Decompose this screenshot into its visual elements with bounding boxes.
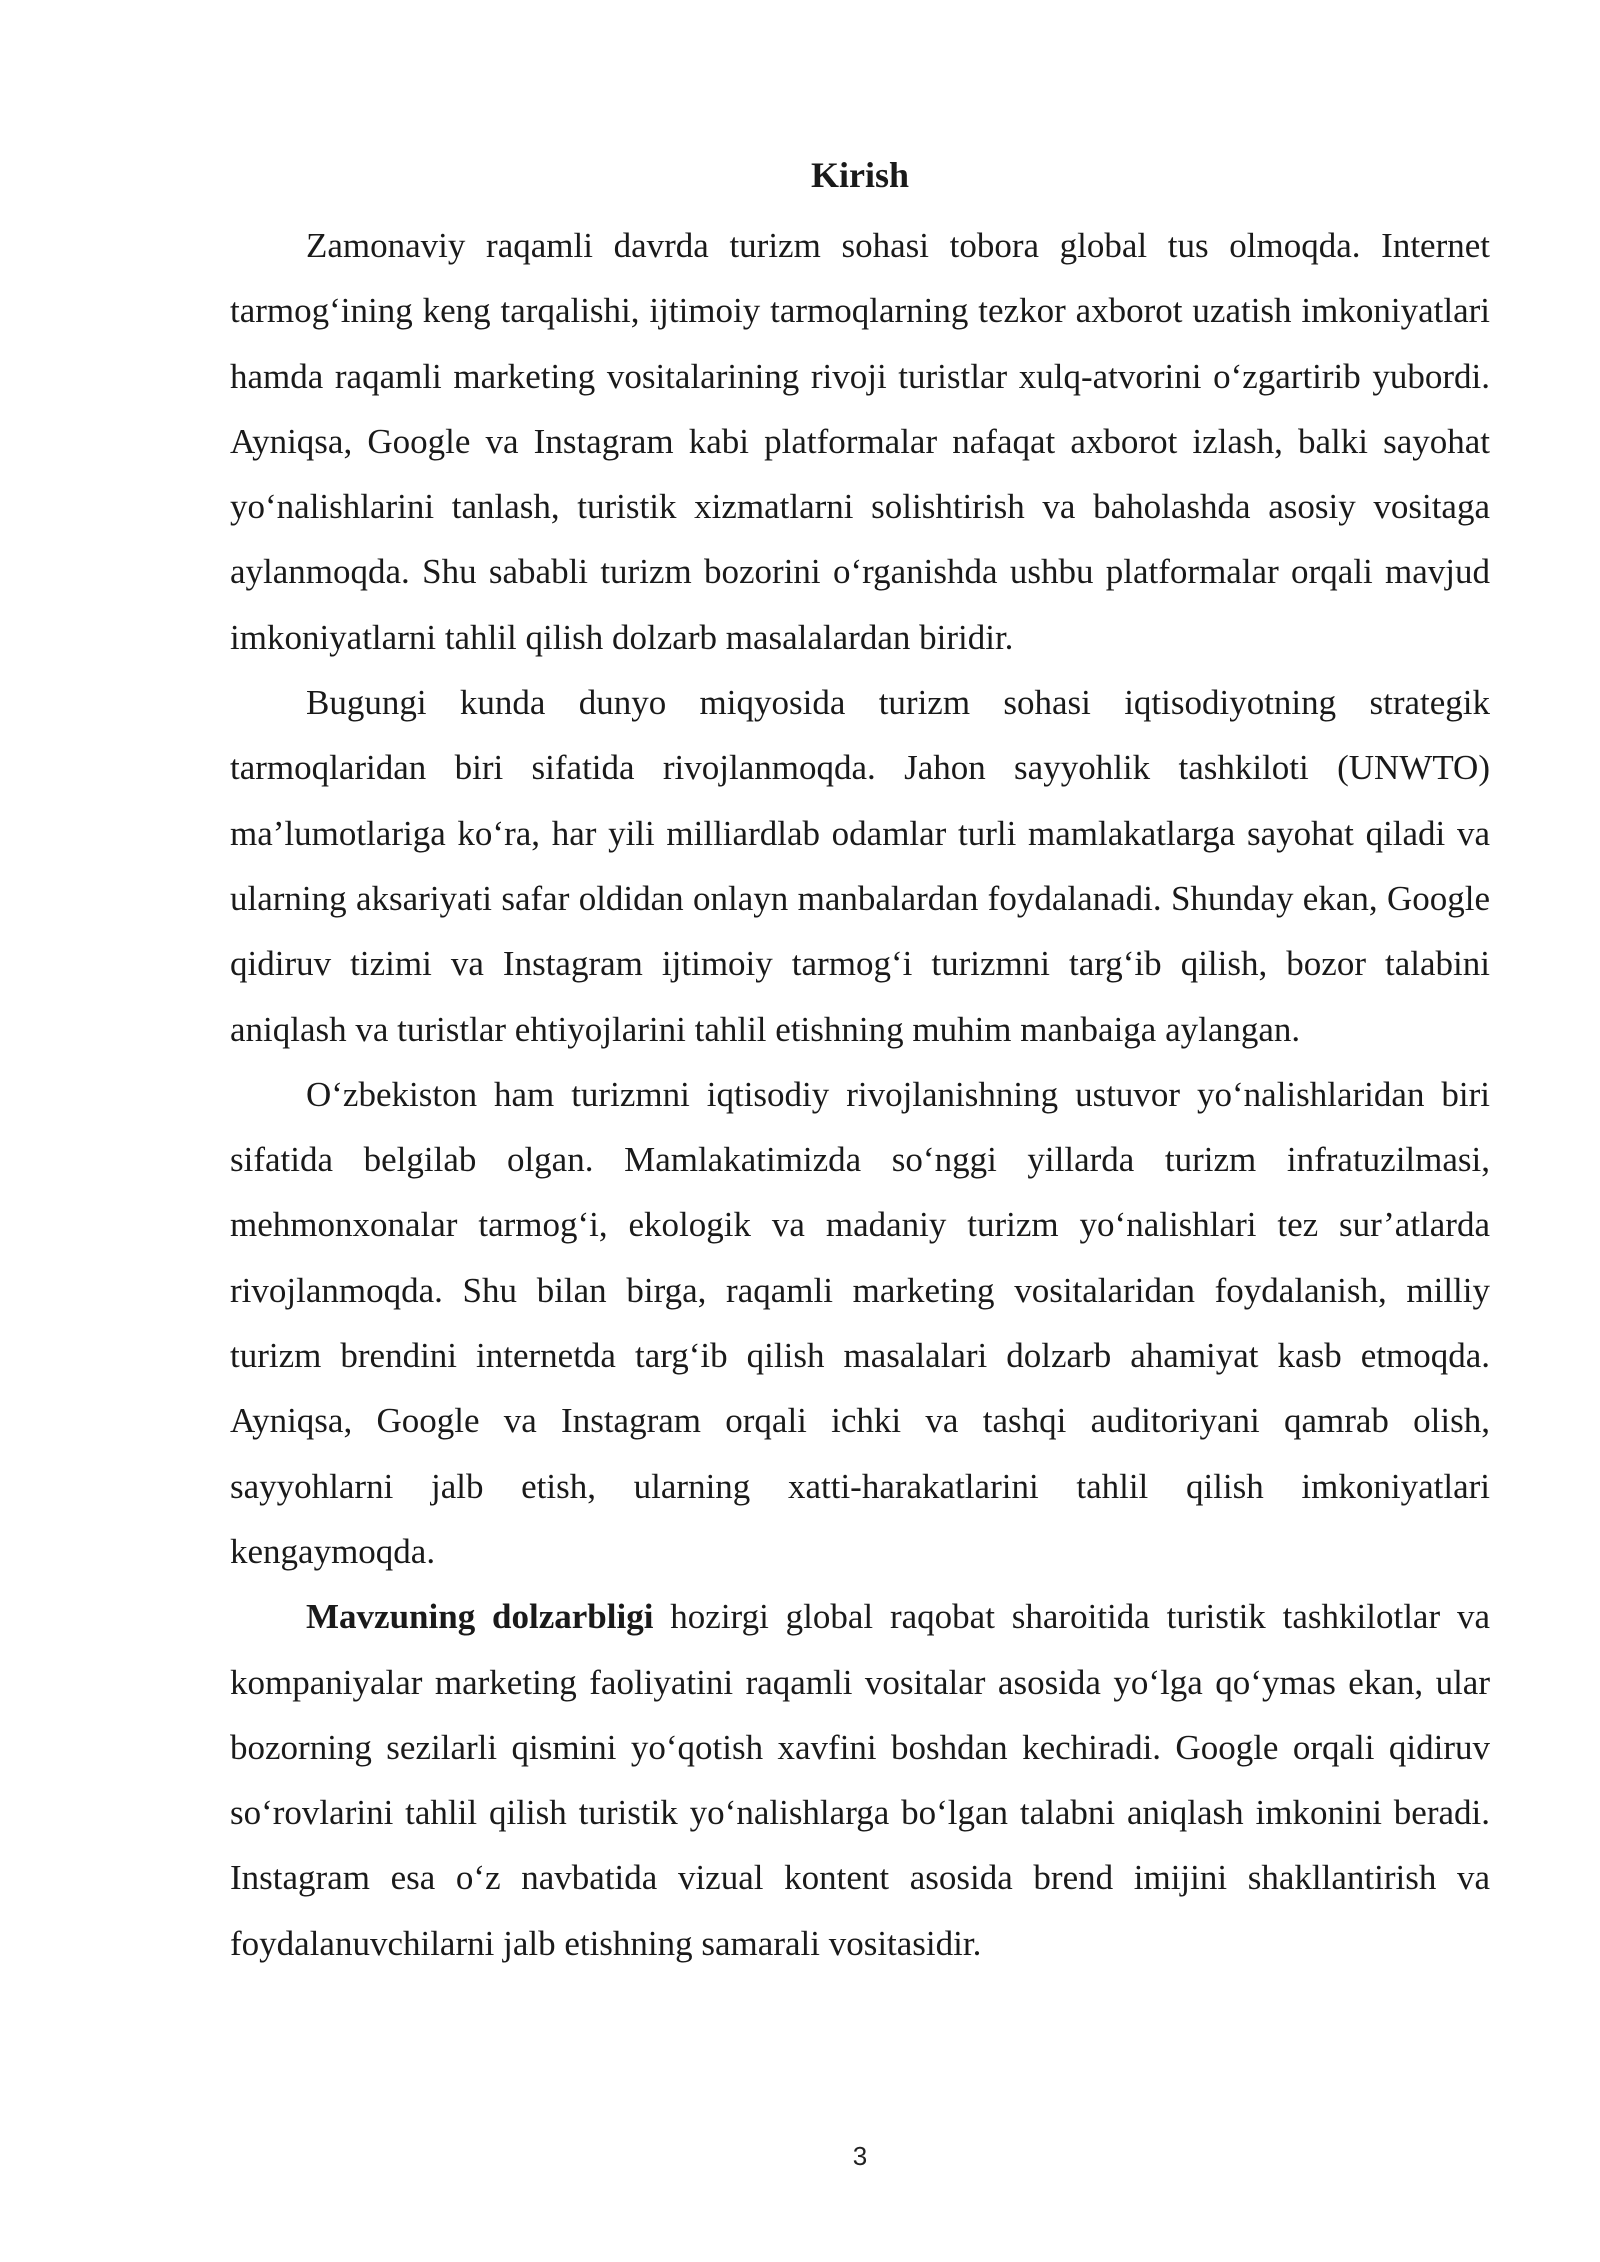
- paragraph-text: Bugungi kunda dunyo miqyosida turizm sohasi iqtisodiyotning strategik tarmoqlaridan biri sifatida rivojlanmoqda. Jahon sayyohlik tashkiloti (UNWTO) ma’lumotlariga ko‘ra, har yili milliardlab odamlar turli mamlakatlarga sayohat qiladi va ularning aksariyati safar oldidan onlayn manbalardan foydalanadi. Shunday ekan, Google qidiruv tizimi va Instagram ijtimoiy tarmog‘i turizmni targ‘ib qilish, bozor talabini aniqlash va turistlar ehtiyojlarini tahlil etishning muhim manbaiga aylangan.: [230, 683, 1490, 1049]
- paragraph-text: O‘zbekiston ham turizmni iqtisodiy rivojlanishning ustuvor yo‘nalishlaridan biri sifatida belgilab olgan. Mamlakatimizda so‘nggi yillarda turizm infratuzilmasi, mehmonxonalar tarmog‘i, ekologik va madaniy turizm yo‘nalishlari tez sur’atlarda rivojlanmoqda. Shu bilan birga, raqamli marketing vositalaridan foydalanish, milliy turizm brendini internetda targ‘ib qilish masalalari dolzarb ahamiyat kasb etmoqda. Ayniqsa, Google va Instagram orqali ichki va tashqi auditoriyani qamrab olish, sayyohlarni jalb etish, ularning xatti-harakatlarini tahlil qilish imkoniyatlari kengaymoqda.: [230, 1074, 1490, 1571]
- page-number: 3: [852, 2141, 868, 2171]
- paragraph-intro: [230, 213, 1490, 670]
- page-content: [230, 148, 1490, 1976]
- paragraph-relevance: [230, 1584, 1490, 1976]
- paragraph-global-tourism: [230, 670, 1490, 1062]
- paragraph-text: hozirgi global raqobat sharoitida turistik tashkilotlar va kompaniyalar marketing faoliyatini raqamli vositalar asosida yo‘lga qo‘ymas ekan, ular bozorning sezilarli qismini yo‘qotish xavfini boshdan kechiradi. Google orqali qidiruv so‘rovlarini tahlil qilish turistik yo‘nalishlarga bo‘lgan talabni aniqlash imkonini beradi. Instagram esa o‘z navbatida vizual kontent asosida brend imijini shakllantirish va foydalanuvchilarni jalb etishning samarali vositasidir.: [230, 1597, 1490, 1963]
- paragraph-uzbekistan: [230, 1062, 1490, 1584]
- paragraph-text: Zamonaviy raqamli davrda turizm sohasi tobora global tus olmoqda. Internet tarmog‘ining keng tarqalishi, ijtimoiy tarmoqlarning tezkor axborot uzatish imkoniyatlari hamda raqamli marketing vositalarining rivoji turistlar xulq-atvorini o‘zgartirib yubordi. Ayniqsa, Google va Instagram kabi platformalar nafaqat axborot izlash, balki sayohat yo‘nalishlarini tanlash, turistik xizmatlarni solishtirish va baholashda asosiy vositaga aylanmoqda. Shu sababli turizm bozorini o‘rganishda ushbu platformalar orqali mavjud imkoniyatlarni tahlil qilish dolzarb masalalardan biridir.: [230, 226, 1490, 657]
- relevance-lead-term: Mavzuning dolzarbligi: [306, 1597, 654, 1637]
- section-title: Kirish: [810, 155, 909, 195]
